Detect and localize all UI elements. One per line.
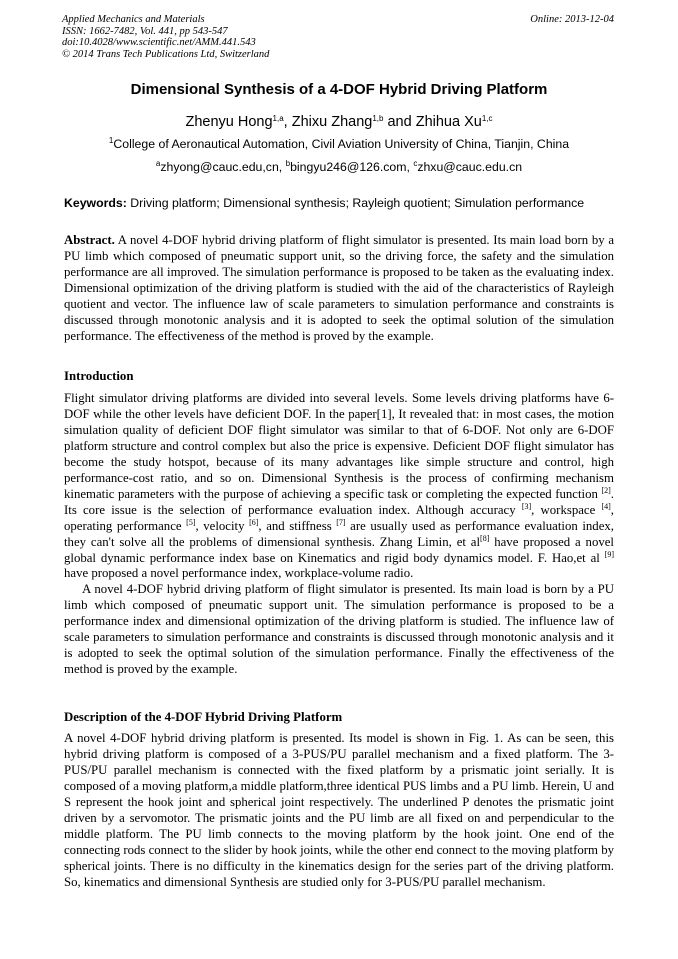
email-mark: b [285,159,291,168]
introduction-paragraph-2: A novel 4-DOF hybrid driving platform of flight simulator is presented. Its main load is born by a PU limb which composed of pneumatic support unit. The simulation performance is proposed to be a performance index and dimensional optimization of the driving platform is studied. The influence law of scale parameters to simulation performance and constraints is discussed through monotonic analysis and it is adopted to seek the optimal solution of the simulation performance. Finally the effectiveness of the method is proved by the example. [64,582,614,677]
journal-name: Applied Mechanics and Materials [62,14,205,25]
email-list [0,160,678,174]
email-address: zhxu@cauc.edu.cn [417,160,523,174]
introduction-section [64,391,614,678]
keywords-text: Driving platform; Dimensional synthesis; Rayleigh quotient; Simulation performance [126,196,585,210]
email-address: zhyong@cauc.edu,cn, [160,160,286,174]
affiliation [0,137,678,151]
affiliation-mark: 1 [108,136,114,145]
paper-title: Dimensional Synthesis of a 4-DOF Hybrid Driving Platform [130,81,548,98]
author-list [0,114,678,130]
section-heading-introduction: Introduction [64,369,134,383]
affiliation-text: College of Aeronautical Automation, Civil Aviation University of China, Tianjin, China [113,137,570,151]
section-heading-description: Description of the 4-DOF Hybrid Driving Platform [64,710,343,724]
email-address: bingyu246@126.com, [290,160,414,174]
doi-line: doi:10.4028/www.scientific.net/AMM.441.543 [62,37,256,49]
citation: [2] [601,485,611,495]
description-section [64,731,614,891]
citation: [8] [480,533,490,543]
citation: [7] [336,517,346,527]
author-separator: and [383,114,416,130]
copyright-line: © 2014 Trans Tech Publications Ltd, Switzerland [62,48,270,60]
description-paragraph: A novel 4-DOF hybrid driving platform is presented. Its model is shown in Fig. 1. As can be seen, this hybrid driving platform is composed of a 3-PUS/PU parallel mechanism and a fixed platform. The 3-PUS/PU parallel mechanism is connected with the fixed platform by a prismatic joint serially. It is composed of a moving platform,a middle platform,three identical PUS limbs and a PU limb. Herein, U and S represent the hook joint and spherical joint respectively. The underlined P denotes the prismatic joint driven by a servomotor. The prismatic joints and the PU limb are all fixed on and perpendicular to the middle platform. The PU limb connects to the moving platform by the hook joint. One end of the connecting rods connect to the slider by hook joints, while the other end connect to the moving platform by spherical joints. There is no difficulty in the kinematics design for the series part of the driving platform. So, kinematics and dimensional Synthesis are studied only for 3-PUS/PU parallel mechanism. [64,731,614,889]
citation: [9] [604,549,614,559]
citation: [6] [249,517,259,527]
journal-header [62,14,269,60]
citation: [5] [186,517,196,527]
keywords-label: Keywords: [64,196,127,210]
author-affil-mark: 1,b [372,114,384,123]
online-date: Online: 2013-12-04 [530,14,614,25]
abstract-text: A novel 4-DOF hybrid driving platform of flight simulator is presented. Its main load born by a PU limb which composed of pneumatic support unit, so the driving force, the safety and the simulation performance are all improved. The simulation performance is proposed to be taken as the evaluating index. Dimensional optimization of the driving platform is studied with the aid of the characteristics of Rayleigh quotient and vector. The influence law of scale parameters to simulation performance and constraints is discussed through monotonic analysis and it is adopted to seek the optimal solution of the simulation performance. The effectiveness of the method is proved by the example. [64,233,614,343]
abstract [64,233,614,345]
issn-line: ISSN: 1662-7482, Vol. 441, pp 543-547 [62,25,228,37]
introduction-paragraph-1: Flight simulator driving platforms are divided into several levels. Some levels driving platforms have 6-DOF while the other levels have deficient DOF. In the paper[1], It revealed that: in most cases, the motion simulation quality of deficient DOF flight simulator was similar to that of 6-DOF. Not only are 6-DOF platform structure and control complex but also the price is expensive. Deficient DOF flight simulator has become the study hotspot, because of its many advantages like simple structure and control, high performance-cost ratio, and so on. Dimensional Synthesis is the process of confirming mechanism kinematic parameters with the purpose of achieving a specific task or completing the expected function [2]. Its core issue is the selection of performance evaluation index. Although accuracy [3], workspace [4], operating performance [5], velocity [6], and stiffness [7] are usually used as performance evaluation index, they can't solve all the problems of dimensional synthesis. Zhang Limin, et al[8] have proposed a novel global dynamic performance index base on Kinematics and rigid body dynamics model. F. Hao,et al [9] have proposed a novel performance index, workplace-volume radio. [64,391,614,581]
abstract-label: Abstract. [64,233,115,247]
email-mark: a [155,159,161,168]
author-separator: , [283,114,292,130]
citation: [4] [601,501,611,511]
author-affil-mark: 1,a [272,114,284,123]
author-affil-mark: 1,c [481,114,493,123]
citation: [3] [521,501,532,511]
keywords [64,196,614,210]
author-name: Zhixu Zhang [291,114,373,130]
email-mark: c [413,159,418,168]
author-name: Zhihua Xu [415,114,482,130]
author-name: Zhenyu Hong [185,114,273,130]
